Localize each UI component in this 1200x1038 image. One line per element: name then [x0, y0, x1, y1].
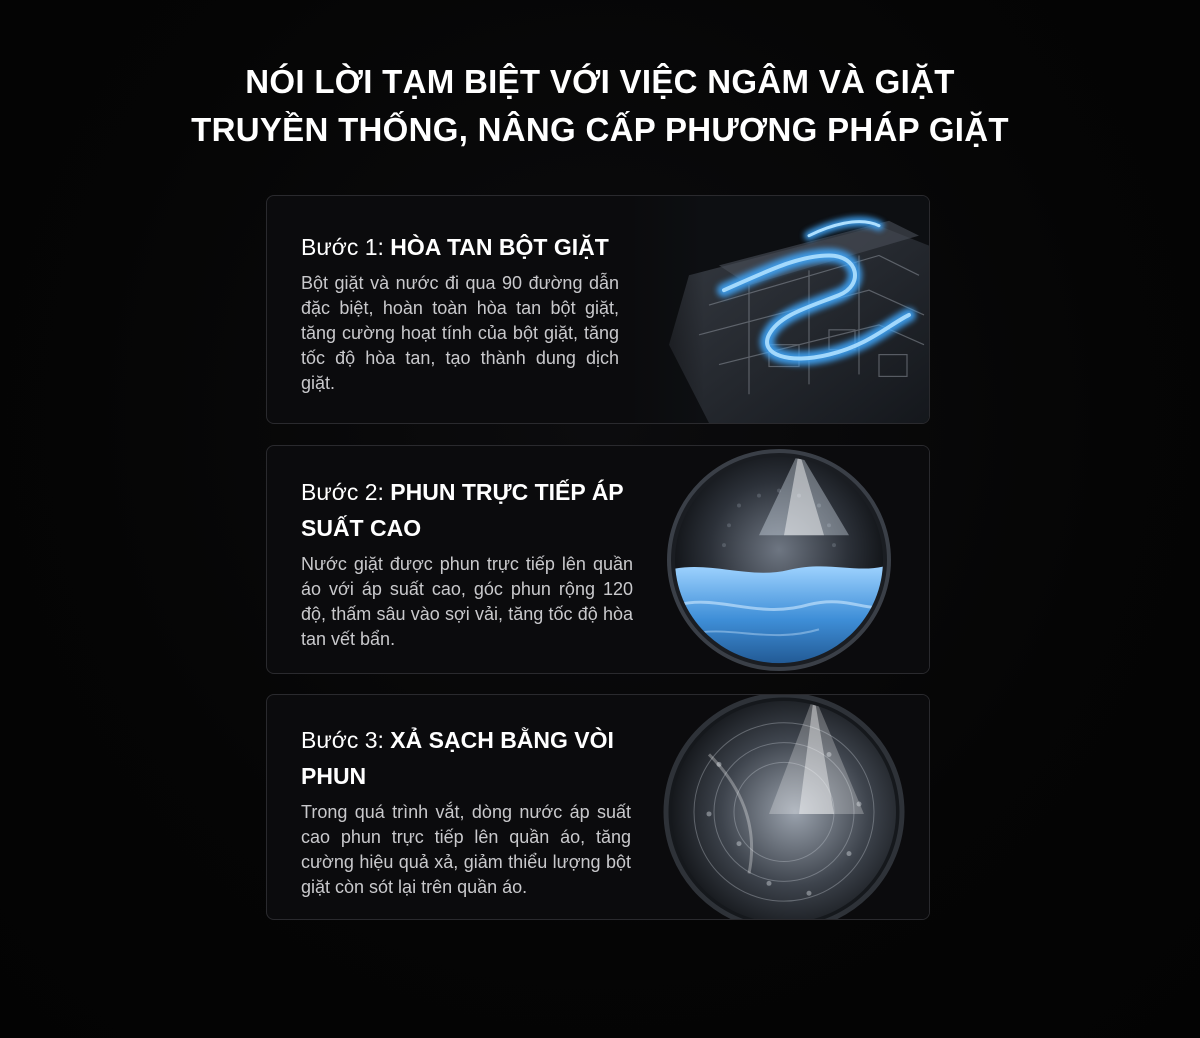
step-1-description: Bột giặt và nước đi qua 90 đường dẫn đặc biệt, hoàn toàn hòa tan bột giặt, tăng cường hoạt tính của bột giặt, tăng tốc độ hòa tan, tạo thành dung dịch giặt. [301, 273, 619, 393]
headline-line-2: TRUYỀN THỐNG, NÂNG CẤP PHƯƠNG PHÁP GIẶT [191, 111, 1009, 148]
step-1-name: HÒA TAN BỘT GIẶT [390, 234, 609, 260]
detergent-channel-image [629, 196, 929, 423]
step-1-title [301, 229, 619, 265]
headline-line-1: NÓI LỜI TẠM BIỆT VỚI VIỆC NGÂM VÀ GIẶT [245, 63, 955, 100]
step-1-label: Bước 1: [301, 234, 391, 260]
step-2-title [301, 474, 633, 546]
step-card-1 [266, 195, 930, 424]
step-3-label: Bước 3: [301, 727, 391, 753]
step-card-2 [266, 445, 930, 674]
headline [0, 58, 1200, 154]
step-2-name: PHUN TRỰC TIẾP ÁP SUẤT CAO [301, 479, 624, 541]
step-card-3 [266, 694, 930, 920]
step-2-text [301, 474, 633, 652]
washing-drum-spray-image [649, 446, 929, 673]
step-2-description: Nước giặt được phun trực tiếp lên quần áo với áp suất cao, góc phun rộng 120 độ, thấm sâu vào sợi vải, tăng tốc độ hòa tan vết bẩn. [301, 554, 633, 649]
step-2-label: Bước 2: [301, 479, 391, 505]
step-3-description: Trong quá trình vắt, dòng nước áp suất cao phun trực tiếp lên quần áo, tăng cường hiệu quả xả, giảm thiểu lượng bột giặt còn sót lại trên quần áo. [301, 802, 631, 897]
step-1-text [301, 229, 619, 396]
step-3-text [301, 722, 631, 900]
drum-rinse-spray-image [649, 695, 929, 919]
step-3-name: XẢ SẠCH BẰNG VÒI PHUN [301, 727, 614, 789]
step-3-title [301, 722, 631, 794]
